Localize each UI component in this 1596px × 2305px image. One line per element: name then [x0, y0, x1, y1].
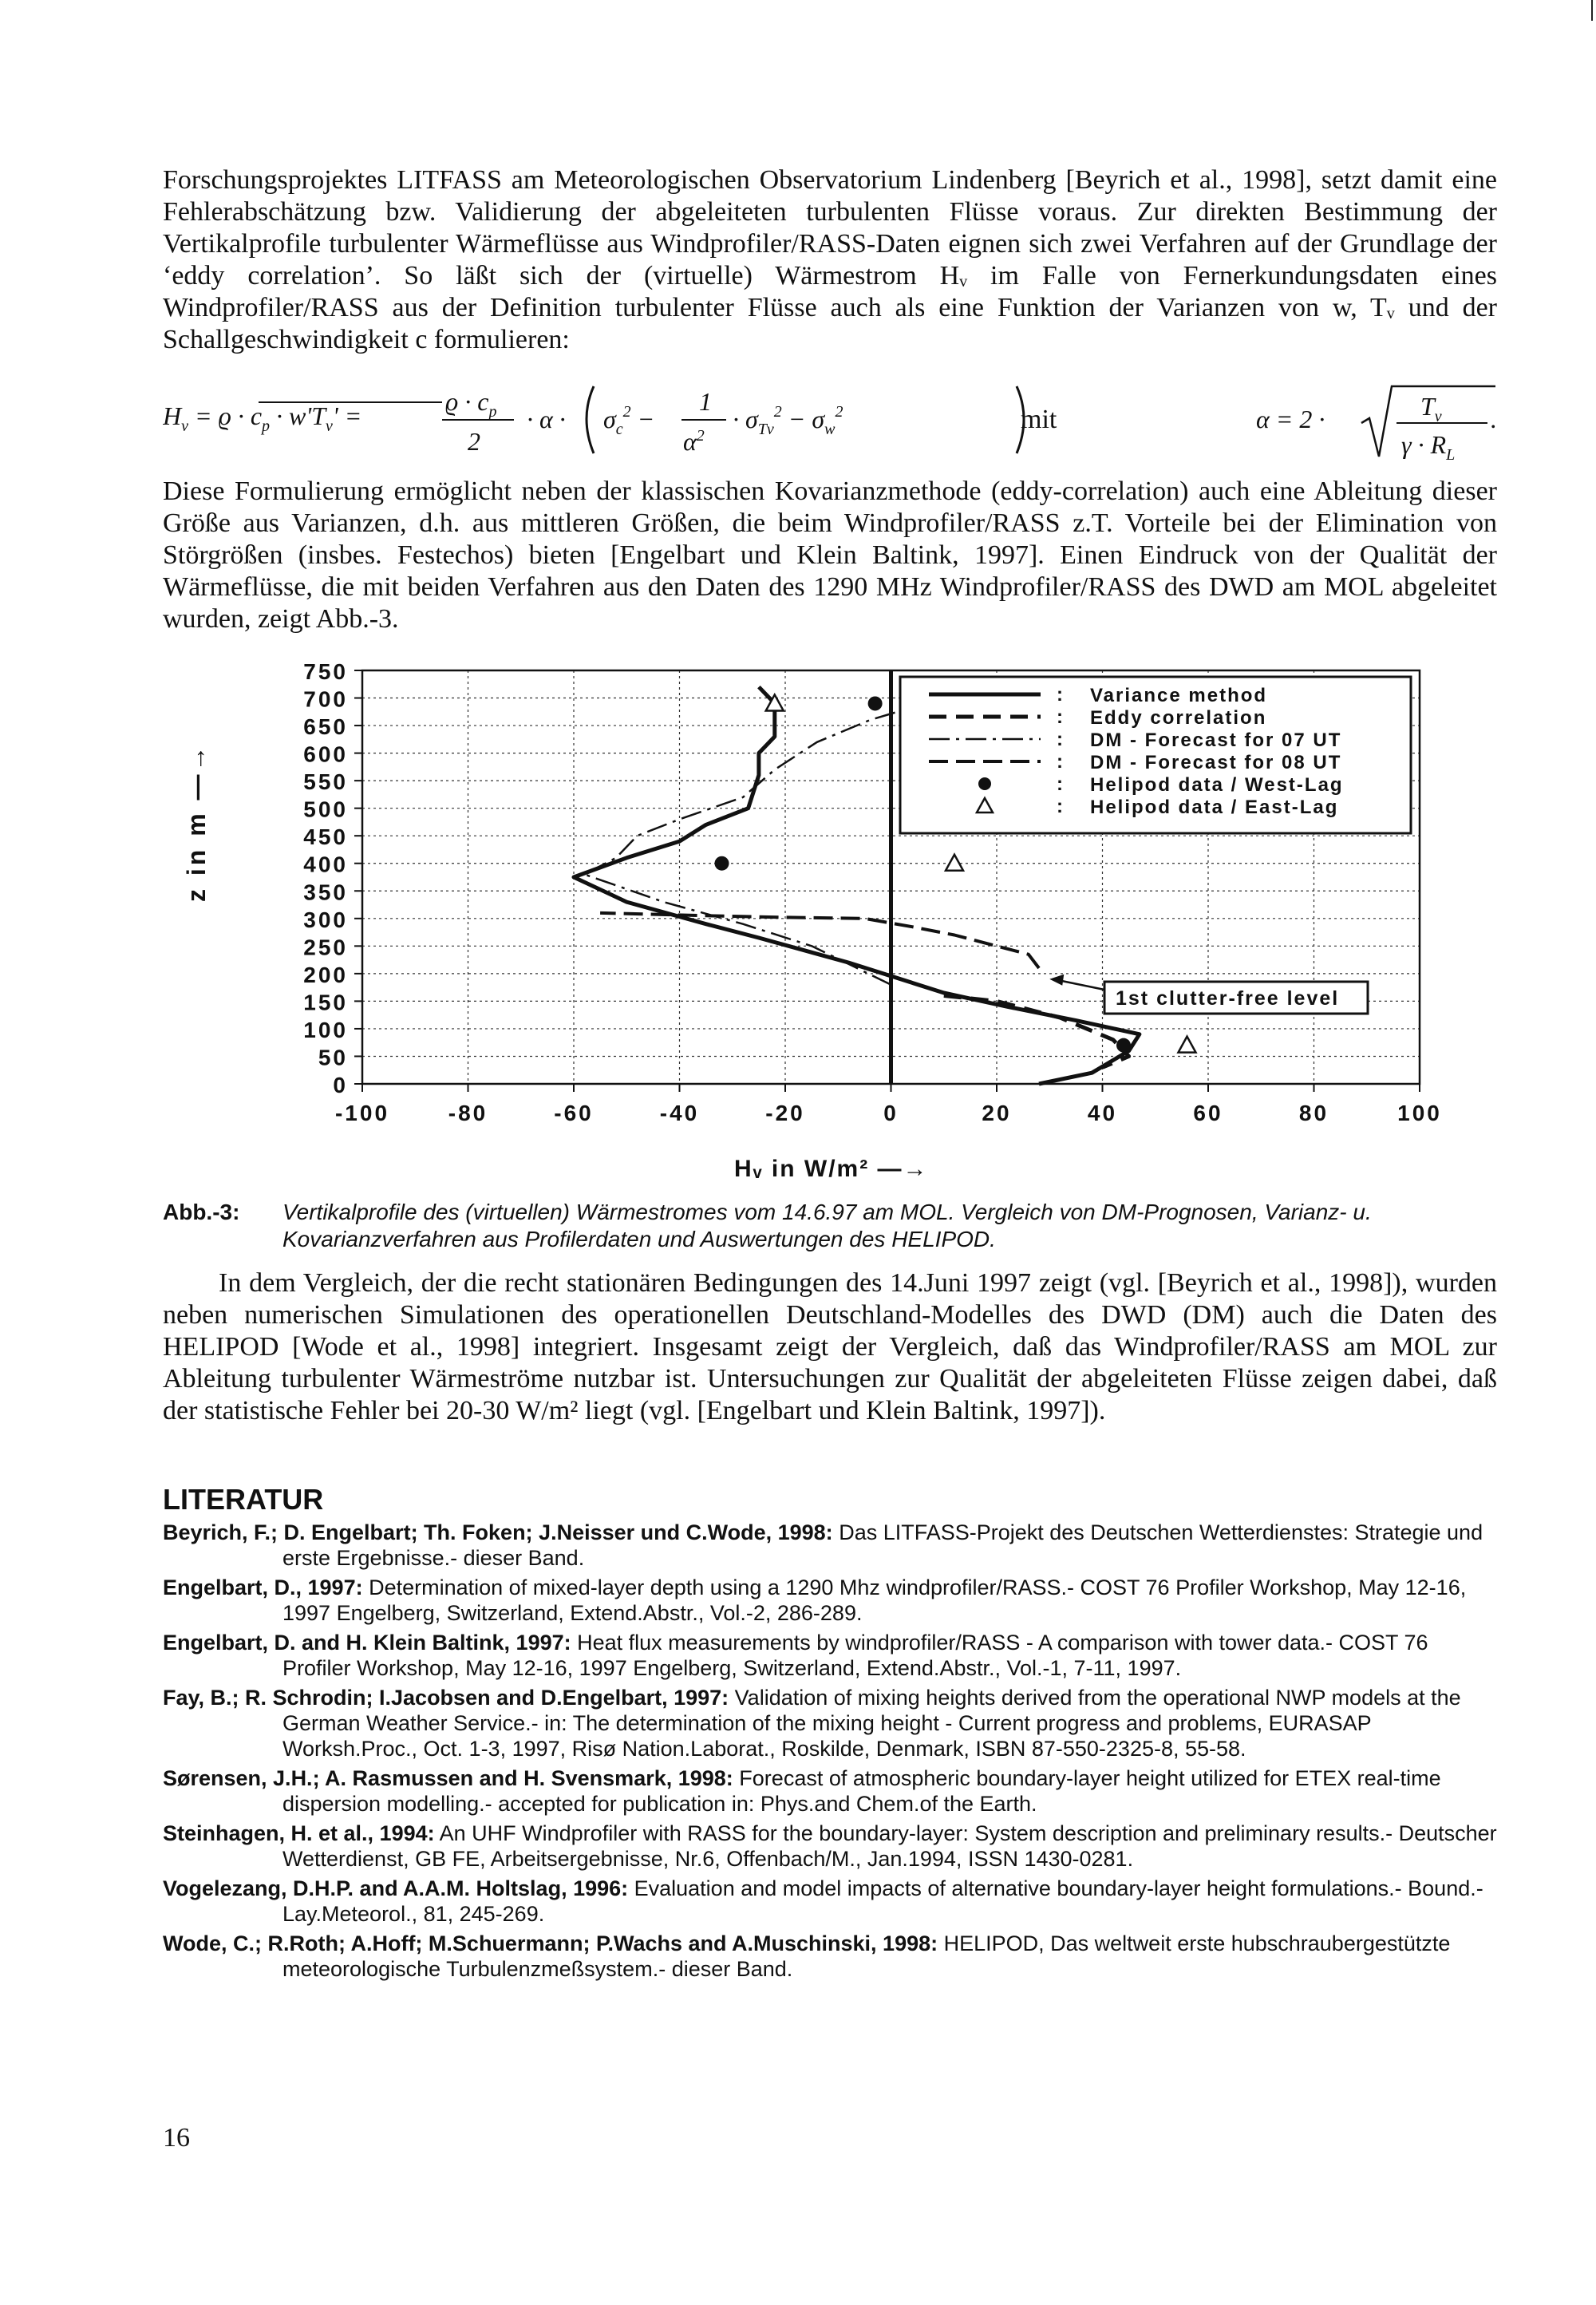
y-tick-label: 0: [333, 1073, 348, 1097]
reference-authors: Vogelezang, D.H.P. and A.A.M. Holtslag, 1996:: [163, 1876, 629, 1900]
legend-swatch: [978, 777, 991, 790]
legend-colon: :: [1057, 773, 1063, 795]
y-tick-label: 750: [303, 659, 348, 684]
reference-item: [163, 1765, 1497, 1817]
intro-paragraph: Forschungsprojektes LITFASS am Meteorologischen Observatorium Lindenberg [Beyrich et al., 1998], setzt damit eine Fehlerabschätzung bzw. Validierung der abgeleiteten turbulenten Flüsse voraus. Zur direkten Bestimmung der Vertikalprofile turbulenter Wärmeflüsse aus Windprofiler/RASS-Daten eignen sich zwei Verfahren auf der Grundlage der ‘eddy correlation’. So läßt sich der (virtuelle) Wärmestrom Hᵥ im Falle von Fernerkundungsdaten eines Windprofiler/RASS aus der Definition turbulenter Flüsse auch als eine Funktion der Varianzen von w, Tᵥ und der Schallgeschwindigkeit c formulieren:: [163, 165, 1497, 354]
reference-text: Heat flux measurements by windprofiler/RASS - A comparison with tower data.- COST 76 Profiler Workshop, May 12-16, 1997 Engelberg, Switzerland, Extend.Abstr., Vol.-1, 7-11, 1997.: [282, 1631, 1428, 1680]
reference-item: [163, 1931, 1497, 1982]
caption-label: Abb.-3:: [163, 1200, 240, 1224]
y-axis-title: z in m —→: [182, 742, 211, 902]
reference-text: Evaluation and model impacts of alternative boundary-layer height formulations.- Bound.-Lay.Meteorol., 81, 245-269.: [282, 1876, 1483, 1926]
heat-flux-formula: [163, 370, 1497, 466]
x-tick-label: 40: [1087, 1101, 1118, 1125]
x-tick-label: 100: [1397, 1101, 1442, 1125]
y-tick-label: 150: [303, 990, 348, 1015]
formula-sigma-t: · $\sigma_{Tv}^2 - \sigma_w^2$: [733, 403, 843, 438]
caption-line-2: Kovarianzverfahren aus Profilerdaten und Auswertungen des HELIPOD.: [282, 1227, 996, 1251]
reference-authors: Beyrich, F.; D. Engelbart; Th. Foken; J.Neisser und C.Wode, 1998:: [163, 1520, 833, 1544]
formula-alpha-def: α = 2 ·: [1256, 405, 1325, 433]
legend-colon: :: [1057, 684, 1063, 706]
page-number: 16: [163, 2123, 190, 2153]
x-tick-label: 60: [1193, 1101, 1223, 1125]
reference-authors: Steinhagen, H. et al., 1994:: [163, 1821, 435, 1845]
reference-text: Validation of mixing heights derived from the operational NWP models at the German Weather Service.- in: The determination of the mixing height - Current progress and problems, EURASAP Worksh.Proc., Oct. 1-3, 1997, Risø Nation.Laborat., Roskilde, Denmark, ISBN 87-550-2325-8, 55-58.: [282, 1686, 1461, 1761]
reference-text: An UHF Windprofiler with RASS for the boundary-layer: System description and preliminary results.- Deutscher Wetterdienst, GB FE, Arbeitsergebnisse, Nr.6, Offenbach/M., Jan.1994, ISSN 1430-0281.: [282, 1821, 1497, 1871]
y-tick-label: 50: [318, 1045, 348, 1070]
reference-text: Determination of mixed-layer depth using a 1290 Mhz windprofiler/RASS.- COST 76 Profiler Workshop, May 12-16, 1997 Engelberg, Switzerland, Extend.Abstr., Vol.-2, 286-289.: [282, 1576, 1467, 1625]
legend-colon: :: [1057, 751, 1063, 773]
helipod-west-point: [1116, 1038, 1131, 1053]
x-tick-label: -80: [448, 1101, 488, 1125]
x-tick-label: 80: [1298, 1101, 1329, 1125]
legend-label: Variance method: [1090, 685, 1268, 706]
chart-svg: [163, 653, 1503, 1148]
formula-alpha-sq: $\alpha^2$: [683, 427, 705, 456]
formula-one: 1: [699, 387, 712, 416]
x-tick-label: -40: [659, 1101, 700, 1125]
reference-text: Forecast of atmospheric boundary-layer height utilized for ETEX real-time dispersion modelling.- accepted for publication in: Phys.and Chem.of the Earth.: [282, 1766, 1441, 1816]
formula-hv: $H_v = ϱ \cdot c_p \cdot w'T_v'$ =: [163, 401, 362, 435]
y-tick-label: 650: [303, 714, 348, 740]
reference-authors: Wode, C.; R.Roth; A.Hoff; M.Schuermann; P.Wachs and A.Muschinski, 1998:: [163, 1931, 938, 1955]
x-tick-label: -20: [765, 1101, 805, 1125]
x-tick-label: 20: [982, 1101, 1012, 1125]
y-tick-label: 300: [303, 907, 348, 932]
second-paragraph: Diese Formulierung ermöglicht neben der klassischen Kovarianzmethode (eddy-correlation) auch eine Ableitung dieser Größe aus Varianzen, d.h. aus mittleren Größen, die beim Windprofiler/RASS z.T. Vorteile bei der Elimination von Störgrößen (insbes. Festechos) bieten [Engelbart und Klein Baltink, 1997]. Einen Eindruck von der Qualität der Wärmeflüsse, die mit beiden Verfahren aus den Daten des 1290 MHz Windprofiler/RASS des DWD am MOL abgeleitet wurden, zeigt Abb.-3.: [163, 476, 1497, 634]
reference-list: [163, 1520, 1497, 1986]
x-axis-title: Hᵥ in W/m² —→: [734, 1156, 929, 1182]
reference-authors: Engelbart, D., 1997:: [163, 1576, 363, 1599]
legend-colon: :: [1057, 796, 1063, 817]
legend-colon: :: [1057, 729, 1063, 750]
legend-label: DM - Forecast for 08 UT: [1090, 752, 1342, 773]
formula-svg: [163, 370, 1497, 466]
formula-tv: $T_v$: [1420, 392, 1442, 425]
legend-label: Eddy correlation: [1090, 707, 1267, 729]
reference-item: [163, 1630, 1497, 1681]
legend-label: DM - Forecast for 07 UT: [1090, 729, 1342, 751]
reference-item: [163, 1520, 1497, 1571]
formula-frac-den: 2: [468, 427, 480, 456]
formula-dot: .: [1491, 405, 1497, 433]
legend-colon: :: [1057, 706, 1063, 728]
third-paragraph: In dem Vergleich, der die recht stationären Bedingungen des 14.Juni 1997 zeigt (vgl. [Beyrich et al., 1998]), wurden neben numerischen Simulationen des operationellen Deutschland-Modelles des DWD (DM) auch die Daten des HELIPOD [Wode et al., 1998] integriert. Insgesamt zeigt der Vergleich, daß das Windprofiler/RASS am MOL zur Ableitung turbulenter Wärmeströme nutzbar ist. Untersuchungen zur Qualität der abgeleiteten Flüsse zeigen dabei, daß der statistische Fehler bei 20-30 W/m² liegt (vgl. [Engelbart und Klein Baltink, 1997]).: [163, 1268, 1497, 1425]
annotation-arrow: [1061, 981, 1104, 990]
reference-text: HELIPOD, Das weltweit erste hubschraubergestützte meteorologische Turbulenzmeßsystem.- dieser Band.: [282, 1931, 1451, 1981]
helipod-east-point: [946, 855, 963, 871]
y-tick-label: 350: [303, 880, 348, 905]
scan-mark: [1591, 0, 1593, 21]
figure-heat-flux-profiles: [163, 653, 1503, 1180]
y-tick-label: 700: [303, 686, 348, 712]
annotation-label: 1st clutter-free level: [1116, 987, 1340, 1010]
reference-item: [163, 1821, 1497, 1872]
y-tick-label: 450: [303, 824, 348, 850]
series-line-2: [584, 709, 907, 984]
helipod-west-point: [715, 856, 729, 871]
y-tick-label: 250: [303, 935, 348, 960]
legend-label: Helipod data / East-Lag: [1090, 797, 1339, 818]
helipod-west-point: [868, 696, 883, 710]
x-tick-label: 0: [883, 1101, 899, 1125]
reference-authors: Sørensen, J.H.; A. Rasmussen and H. Svensmark, 1998:: [163, 1766, 733, 1790]
formula-mit: mit: [1021, 405, 1057, 434]
y-tick-label: 600: [303, 741, 348, 767]
reference-text: Das LITFASS-Projekt des Deutschen Wetterdienstes: Strategie und erste Ergebnisse.- dieser Band.: [282, 1520, 1483, 1570]
helipod-east-point: [1179, 1037, 1196, 1053]
formula-gamma: $\gamma \cdot R_L$: [1401, 430, 1456, 464]
formula-alpha: · α ·: [527, 405, 566, 433]
reference-authors: Engelbart, D. and H. Klein Baltink, 1997:: [163, 1631, 571, 1655]
y-tick-label: 200: [303, 962, 348, 987]
literature-heading: LITERATUR: [163, 1483, 324, 1516]
caption-line-1: Vertikalprofile des (virtuellen) Wärmestromes vom 14.6.97 am MOL. Vergleich von DM-Prognosen, Varianz- u.: [282, 1200, 1372, 1224]
legend-label: Helipod data / West-Lag: [1090, 774, 1344, 796]
y-tick-label: 400: [303, 852, 348, 877]
series-line-3: [600, 913, 1039, 968]
formula-sigma-c: $\sigma_c^2$ −: [603, 403, 655, 438]
formula-frac-num: $ϱ \cdot c_p$: [445, 387, 497, 421]
reference-authors: Fay, B.; R. Schrodin; I.Jacobsen and D.Engelbart, 1997:: [163, 1686, 729, 1710]
x-tick-label: -100: [334, 1101, 390, 1125]
reference-item: [163, 1685, 1497, 1761]
reference-item: [163, 1876, 1497, 1927]
annotation-arrowhead: [1049, 975, 1064, 986]
y-tick-label: 100: [303, 1017, 348, 1042]
annotation-layer: [1049, 975, 1368, 1014]
reference-item: [163, 1575, 1497, 1626]
x-tick-label: -60: [554, 1101, 594, 1125]
caption-text: [282, 1199, 1503, 1253]
paren-left: [587, 386, 594, 453]
y-tick-label: 500: [303, 797, 348, 822]
legend: [900, 677, 1411, 833]
y-tick-label: 550: [303, 769, 348, 795]
